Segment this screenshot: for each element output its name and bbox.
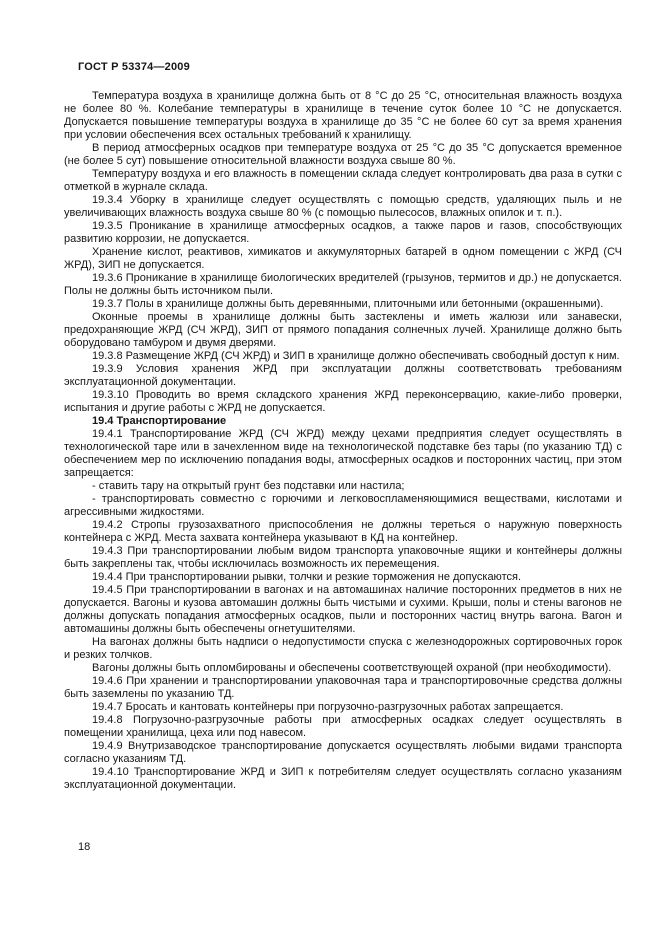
paragraph: 19.4.4 При транспортировании рывки, толчки и резкие торможения не допускаются. [92,571,521,583]
paragraph: Хранение кислот, реактивов, химикатов и аккумуляторных батарей в одном помещении с ЖРД (СЧ ЖРД), ЗИП не допускается. [64,246,622,271]
paragraph: 19.4.1 Транспортирование ЖРД (СЧ ЖРД) между цехами предприятия следует осуществлять в технологической таре или в зачехленном виде на технологической подставке без тары (по указанию ТД) с обеспечением мер по исключению попадания воды, атмосферных осадков и посторонних частиц, при этом запрещается: [64,428,622,479]
paragraph: 19.3.10 Проводить во время складского хранения ЖРД переконсервацию, какие-либо проверки, испытания и другие работы с ЖРД не допускается. [64,389,622,414]
paragraph: 19.3.8 Размещение ЖРД (СЧ ЖРД) и ЗИП в хранилище должно обеспечивать свободный доступ к ним. [92,350,620,362]
page-number: 18 [78,841,91,853]
paragraph: 19.4.9 Внутризаводское транспортирование допускается осуществлять любыми видами транспорта согласно указаниям ТД. [64,740,622,765]
paragraph: 19.3.5 Проникание в хранилище атмосферных осадков, а также паров и газов, способствующих развитию коррозии, не допускается. [64,220,622,245]
paragraph: 19.4.10 Транспортирование ЖРД и ЗИП к потребителям следует осуществлять согласно указаниям эксплуатационной документации. [64,766,622,791]
document-body [64,90,622,792]
paragraph: 19.4.2 Стропы грузозахватного приспособления не должны тереться о наружную поверхность контейнера с ЖРД. Места захвата контейнера указывают в КД на контейнер. [64,519,622,544]
paragraph: 19.3.6 Проникание в хранилище биологических вредителей (грызунов, термитов и др.) не допускается. Полы не должны быть источником пыли. [64,272,622,297]
paragraph: На вагонах должны быть надписи о недопустимости спуска с железнодорожных сортировочных горок и резких толчков. [64,636,622,661]
paragraph: 19.4.8 Погрузочно-разгрузочные работы при атмосферных осадках следует осуществлять в помещении хранилища, цеха или под навесом. [64,714,622,739]
paragraph: Вагоны должны быть опломбированы и обеспечены соответствующей охраной (при необходимости). [92,662,612,674]
paragraph: 19.3.9 Условия хранения ЖРД при эксплуатации должны соответствовать требованиям эксплуатационной документации. [64,363,622,388]
paragraph: 19.3.4 Уборку в хранилище следует осуществлять с помощью средств, удаляющих пыль и не увеличивающих влажность воздуха свыше 80 % (с помощью пылесосов, влажных опилок и т. п.). [64,194,622,219]
section-heading: 19.4 Транспортирование [92,415,227,427]
paragraph: 19.4.5 При транспортировании в вагонах и на автомашинах наличие посторонних предметов в них не допускается. Вагоны и кузова автомашин должны быть чистыми и сухими. Крыши, полы и стены вагонов не должны допускать попадания атмосферных осадков, пыли и посторонних частиц внутрь вагона. Вагон и автомашины должны быть обеспечены огнетушителями. [64,584,622,635]
list-item: - ставить тару на открытый грунт без подставки или настила; [92,480,405,492]
paragraph: Температуру воздуха и его влажность в помещении склада следует контролировать два раза в сутки с отметкой в журнале склада. [64,168,622,193]
paragraph: В период атмосферных осадков при температуре воздуха от 25 °С до 35 °С допускается временное (не более 5 сут) повышение относительной влажности воздуха свыше 80 %. [64,142,622,167]
paragraph: 19.4.7 Бросать и кантовать контейнеры при погрузочно-разгрузочных работах запрещается. [92,701,564,713]
paragraph: 19.4.3 При транспортировании любым видом транспорта упаковочные ящики и контейнеры должны быть закреплены так, чтобы исключилась возможность их перемещения. [64,545,622,570]
paragraph: 19.3.7 Полы в хранилище должны быть деревянными, плиточными или бетонными (окрашенными). [92,298,604,310]
paragraph: Оконные проемы в хранилище должны быть застеклены и иметь жалюзи или занавески, предохраняющие ЖРД (СЧ ЖРД), ЗИП от прямого попадания солнечных лучей. Хранилище должно быть оборудовано тамбуром и двумя дверями. [64,311,622,349]
list-item: - транспортировать совместно с горючими и легковоспламеняющимися веществами, кислотами и агрессивными жидкостями. [64,493,622,518]
running-header: ГОСТ Р 53374—2009 [78,61,190,73]
paragraph: Температура воздуха в хранилище должна быть от 8 °С до 25 °С, относительная влажность воздуха не более 80 %. Колебание температуры в хранилище в течение суток более 10 °С не допускается. Допускается повышение температуры воздуха в хранилище до 35 °С не более 60 сут за время хранения при условии обеспечения всех остальных требований к хранилищу. [64,90,622,141]
paragraph: 19.4.6 При хранении и транспортировании упаковочная тара и транспортировочные средства должны быть заземлены по указанию ТД. [64,675,622,700]
